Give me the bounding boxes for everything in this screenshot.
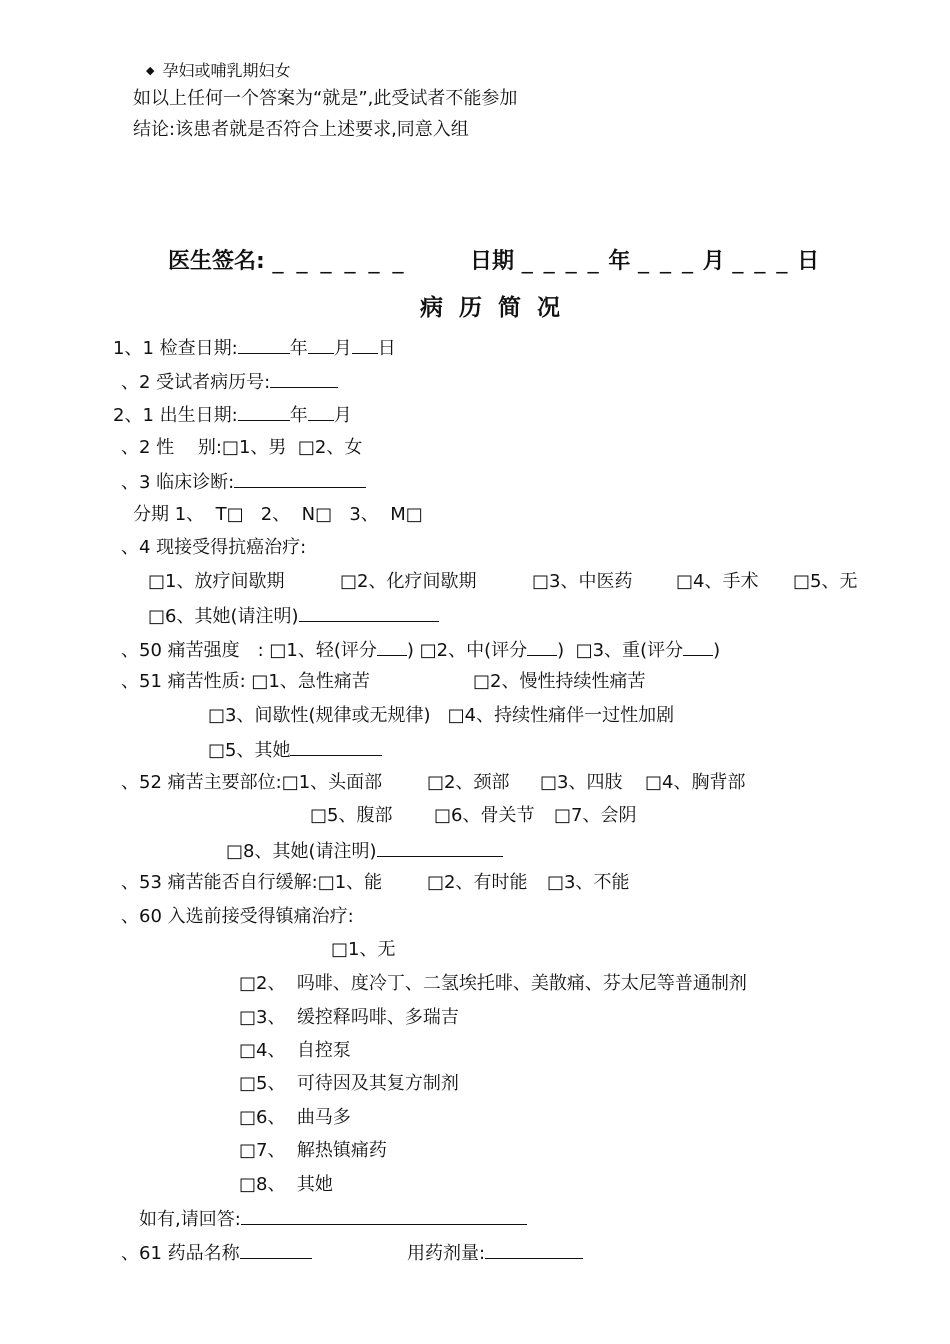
pain-site-option-7[interactable]: □7、会阴 [554,805,637,826]
record-number-field[interactable] [270,369,338,388]
drug-name-label: 、61 药品名称 [121,1243,240,1264]
therapy-other-row [148,603,439,629]
therapy-option-5[interactable]: □5、无 [793,571,858,592]
record-number-row [121,369,338,395]
pain-nature-option-1[interactable]: 、51 痛苦性质: □1、急性痛苦 [121,671,370,692]
exclusion-bullet-item [146,59,290,83]
therapy-option-3[interactable]: □3、中医药 [532,571,633,592]
exam-year-label: 年 [289,338,308,359]
birth-date-label: 2、1 出生日期: [113,405,238,426]
pain-relief-option-1[interactable]: 、53 痛苦能否自行缓解:□1、能 [121,872,383,893]
drug-name-field[interactable] [240,1240,312,1259]
pain-nature-options-3-4[interactable]: □3、间歇性(规律或无规律) □4、持续性痛伴一过性加剧 [208,705,675,726]
if-yes-row [139,1206,527,1232]
exam-month-field[interactable] [308,335,334,354]
doctor-signature-blank[interactable]: _ _ _ _ _ _ [272,249,407,274]
therapy-option-4[interactable]: □4、手术 [676,571,759,592]
exam-day-label: 日 [377,338,396,359]
pain-moderate-score[interactable] [527,637,557,656]
analgesia-option-3[interactable]: □3、 缓控释吗啡、多瑞吉 [239,1007,459,1028]
exclusion-conclusion: 结论:该患者就是否符合上述要求,同意入组 [133,119,469,140]
analgesia-option-8[interactable]: □8、 其她 [239,1174,333,1195]
doctor-signature-label: 医生签名: [168,249,265,274]
exam-day-field[interactable] [352,335,378,354]
birth-month-field[interactable] [308,402,334,421]
therapy-option-2[interactable]: □2、化疗间歇期 [340,571,477,592]
sign-day-label: 日 [797,249,820,274]
analgesia-option-5[interactable]: □5、 可待因及其复方制剂 [239,1073,459,1094]
analgesia-option-1[interactable]: □1、无 [331,939,396,960]
pain-nature-other-field[interactable] [290,737,382,756]
page-title: 病 历 简 况 [420,295,565,321]
analgesia-option-2[interactable]: □2、 吗啡、度冷丁、二氢埃托啡、美散痛、芬太尼等普通制剂 [239,973,747,994]
exam-year-field[interactable] [238,335,290,354]
analgesia-option-7[interactable]: □7、 解热镇痛药 [239,1140,387,1161]
dose-label: 用药剂量: [407,1243,486,1264]
exam-month-label: 月 [333,338,352,359]
staging-row[interactable]: 分期 1、 T□ 2、 N□ 3、 M□ [133,504,423,525]
pain-site-option-1[interactable]: 、52 痛苦主要部位:□1、头面部 [121,772,383,793]
pain-mild-option[interactable]: 、50 痛苦强度 : □1、轻(评分 [121,640,377,661]
sign-day-blank[interactable]: _ _ _ [732,249,790,274]
record-number-label: 、2 受试者病历号: [121,372,271,393]
prior-analgesia-label: 、60 入选前接受得镇痛治疗: [121,906,354,927]
pain-severe-close: ) [713,640,721,661]
pain-severe-score[interactable] [683,637,713,656]
doctor-signature-line [168,250,406,274]
pain-mild-score[interactable] [377,637,407,656]
exclusion-rule: 如以上任何一个答案为“就是”,此受试者不能参加 [133,88,518,109]
analgesia-option-4[interactable]: □4、 自控泵 [239,1040,351,1061]
birth-date-row [113,402,352,428]
sign-date-label: 日期 [470,249,515,274]
pain-severe-option[interactable]: ) □3、重(评分 [557,640,684,661]
exclusion-item-text: 孕妇或哺乳期妇女 [162,61,291,80]
therapy-option-6[interactable]: □6、其她(请注明) [148,606,299,627]
pain-site-option-4[interactable]: □4、胸背部 [645,772,746,793]
pain-nature-option-5[interactable]: □5、其她 [208,740,291,761]
pain-site-option-3[interactable]: □3、四肢 [540,772,623,793]
birth-month-label: 月 [333,405,352,426]
exam-date-label: 1、1 检查日期: [113,338,238,359]
pain-site-other-field[interactable] [377,838,503,857]
exam-date-row [113,335,396,361]
anticancer-therapy-label: 、4 现接受得抗癌治疗: [121,537,307,558]
drug-row [121,1240,312,1266]
if-yes-field[interactable] [241,1206,527,1225]
pain-site-option-8[interactable]: □8、其她(请注明) [226,841,377,862]
analgesia-option-6[interactable]: □6、 曲马多 [239,1107,351,1128]
sign-date-line [470,250,819,274]
pain-moderate-option[interactable]: ) □2、中(评分 [406,640,528,661]
pain-relief-option-2[interactable]: □2、有时能 [427,872,528,893]
sign-year-label: 年 [608,249,631,274]
if-yes-label: 如有,请回答: [139,1209,241,1230]
diagnosis-field[interactable] [234,469,366,488]
diagnosis-label: 、3 临床诊断: [121,472,235,493]
therapy-option-1[interactable]: □1、放疗间歇期 [148,571,285,592]
pain-intensity-row [121,637,720,663]
gender-row[interactable]: 、2 性 别:□1、男 □2、女 [121,437,363,458]
dose-row [407,1240,583,1266]
sign-month-blank[interactable]: _ _ _ [638,249,696,274]
pain-site-option-5[interactable]: □5、腹部 [310,805,393,826]
diagnosis-row [121,469,366,495]
pain-nature-other-row [208,737,382,763]
birth-year-label: 年 [289,405,308,426]
pain-nature-option-2[interactable]: □2、慢性持续性痛苦 [473,671,646,692]
pain-relief-option-3[interactable]: □3、不能 [547,872,630,893]
pain-site-option-6[interactable]: □6、骨关节 [434,805,535,826]
sign-month-label: 月 [702,249,725,274]
pain-site-other-row [226,838,503,864]
therapy-other-field[interactable] [299,603,439,622]
sign-year-blank[interactable]: _ _ _ _ [521,249,601,274]
diamond-bullet-icon: ◆ [146,64,155,77]
dose-field[interactable] [485,1240,583,1259]
pain-site-option-2[interactable]: □2、颈部 [427,772,510,793]
birth-year-field[interactable] [238,402,290,421]
